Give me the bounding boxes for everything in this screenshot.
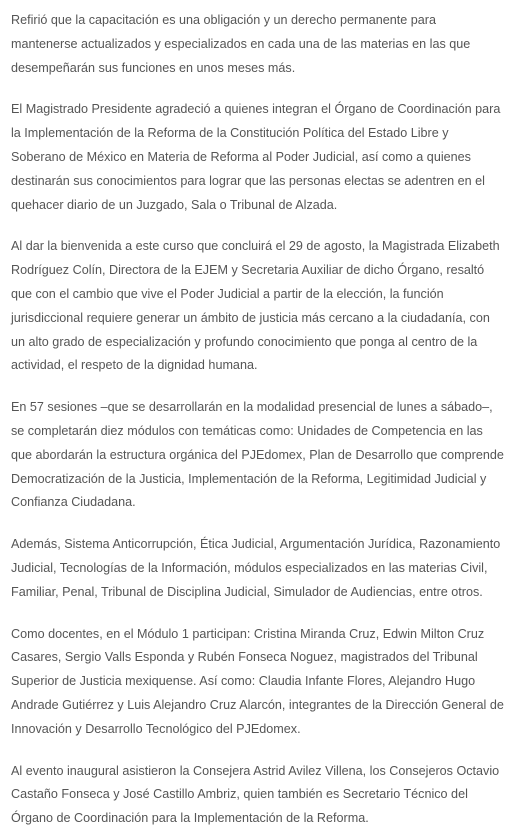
paragraph-course-welcome: Al dar la bienvenida a este curso que concluirá el 29 de agosto, la Magistrada Elizabeth Rodríguez Colín, Directora de la EJEM y Secretaria Auxiliar de dicho Órgano, resaltó que con el cambio que vive el Poder Judicial a partir de la elección, la función jurisdiccional requiere generar un ámbito de justicia más cercano a la ciudadanía, con un alto grado de especialización y profundo conocimiento que ponga al centro de la actividad, el respeto de la dignidad humana. xyxy=(11,239,500,373)
paragraph-president-thanks: El Magistrado Presidente agradeció a quienes integran el Órgano de Coordinación para la Implementación de la Reforma de la Constitución Política del Estado Libre y Soberano de México en Materia de Reforma al Poder Judicial, así como a quienes destinarán sus conocimientos para lograr que las personas electas se adentren en el quehacer diario de un Juzgado, Sala o Tribunal de Alzada. xyxy=(11,102,501,212)
paragraph-additional-topics: Además, Sistema Anticorrupción, Ética Judicial, Argumentación Jurídica, Razonamiento Judicial, Tecnologías de la Información, módulos especializados en las materias Civil, Familiar, Penal, Tribunal de Disciplina Judicial, Simulador de Audiencias, entre otros. xyxy=(11,537,501,599)
paragraph-sessions-modules: En 57 sesiones –que se desarrollarán en la modalidad presencial de lunes a sábado–, se completarán diez módulos con temáticas como: Unidades de Competencia en las que abordarán la estructura orgánica del PJEdomex, Plan de Desarrollo que comprende Democratización de la Justicia, Implementación de la Reforma, Legitimidad Judicial y Confianza Ciudadana. xyxy=(11,400,504,510)
paragraph-event-attendees: Al evento inaugural asistieron la Consejera Astrid Avilez Villena, los Consejeros Octavio Castaño Fonseca y José Castillo Ambriz, quien también es Secretario Técnico del Órgano de Coordinación para la Implementación de la Reforma. xyxy=(11,763,500,826)
paragraph-module-instructors: Como docentes, en el Módulo 1 participan: Cristina Miranda Cruz, Edwin Milton Cruz Casares, Sergio Valls Esponda y Rubén Fonseca Noguez, magistrados del Tribunal Superior de Justicia mexiquense. Así como: Claudia Infante Flores, Alejandro Hugo Andrade Gutiérrez y Luis Alejandro Cruz Alarcón, integrantes de la Dirección General de Innovación y Desarrollo Tecnológico del PJEdomex. xyxy=(11,626,504,736)
paragraph-training-obligation: Refirió que la capacitación es una obligación y un derecho permanente para mantenerse actualizados y especializados en cada una de las materias en las que desempeñarán sus funciones en unos meses más. xyxy=(11,13,471,75)
